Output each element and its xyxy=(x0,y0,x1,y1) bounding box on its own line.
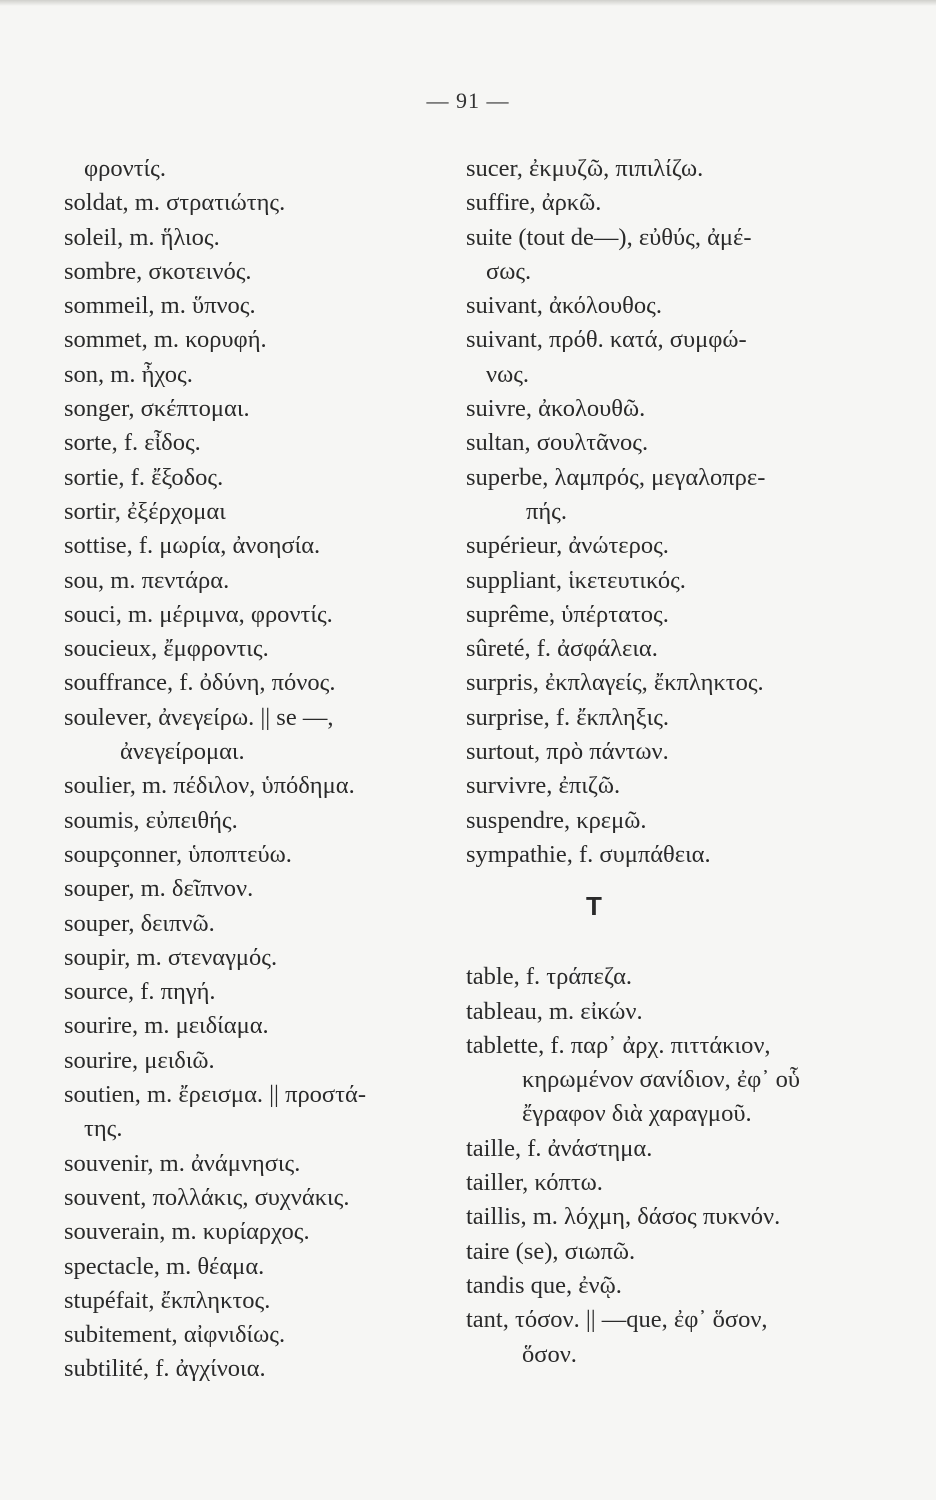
dictionary-entry-line: soupir, m. στεναγμός. xyxy=(64,943,278,971)
dictionary-entry-line: suivre, ἀκολουθῶ. xyxy=(466,395,646,423)
dictionary-entry-line: taire (se), σιωπῶ. xyxy=(466,1237,636,1265)
dictionary-entry-line: sou, m. πεντάρα. xyxy=(64,566,230,594)
dictionary-entry-line: souverain, m. κυρίαρχος. xyxy=(64,1218,310,1246)
dictionary-entry-line: sommeil, m. ὕπνος. xyxy=(64,292,256,320)
dictionary-entry-line: souper, m. δεῖπνον. xyxy=(64,875,254,903)
dictionary-entry-line: πής. xyxy=(526,497,568,525)
dictionary-entry-line: taille, f. ἀνάστημα. xyxy=(466,1134,653,1162)
dictionary-entry-line: souper, δειπνῶ. xyxy=(64,909,215,937)
dictionary-entry-line: suprême, ὑπέρτατος. xyxy=(466,600,669,628)
dictionary-entry-line: sombre, σκοτεινός. xyxy=(64,257,252,285)
dictionary-entry-line: suivant, ἀκόλουθος. xyxy=(466,292,662,320)
dictionary-entry-line: ἔγραφον διὰ χαραγμοῦ. xyxy=(522,1100,752,1128)
dictionary-entry-line: songer, σκέπτομαι. xyxy=(64,395,250,423)
left-column xyxy=(64,152,474,1387)
dictionary-entry-line: suivant, πρόθ. κατά, συμφώ- xyxy=(466,326,747,354)
dictionary-entry-line: subtilité, f. ἀγχίνοια. xyxy=(64,1355,266,1383)
dictionary-entry-line: supérieur, ἀνώτερος. xyxy=(466,532,669,560)
scan-edge xyxy=(0,0,936,6)
dictionary-entry-line: νως. xyxy=(486,360,530,388)
dictionary-entry-line: stupéfait, ἔκπληκτος. xyxy=(64,1286,271,1314)
dictionary-entry-line: soulever, ἀνεγείρω. || se —, xyxy=(64,703,334,731)
dictionary-entry-line: sultan, σουλτᾶνος. xyxy=(466,429,649,457)
dictionary-entry-line: suite (tout de—), εὐθύς, ἀμέ- xyxy=(466,223,752,251)
dictionary-entry-line: σως. xyxy=(486,257,532,285)
dictionary-entry-line: surprise, f. ἔκπληξις. xyxy=(466,703,670,731)
dictionary-entry-line: ἀνεγείρομαι. xyxy=(120,738,245,766)
dictionary-entry-line: suffire, ἀρκῶ. xyxy=(466,189,602,217)
dictionary-entry-line: sourire, μειδιῶ. xyxy=(64,1046,215,1074)
dictionary-entry-line: taillis, m. λόχμη, δάσος πυκνόν. xyxy=(466,1203,781,1231)
dictionary-entry-line: suspendre, κρεμῶ. xyxy=(466,806,647,834)
dictionary-entry-line: survivre, ἐπιζῶ. xyxy=(466,772,621,800)
dictionary-entry-line: soucieux, ἔμφροντις. xyxy=(64,635,269,663)
dictionary-entry-line: tablette, f. παρ᾽ ἀρχ. πιττάκιον, xyxy=(466,1031,771,1059)
spacer xyxy=(466,940,886,960)
dictionary-entry-line: ὅσον. xyxy=(522,1340,577,1368)
dictionary-entry-line: souvenir, m. ἀνάμνησις. xyxy=(64,1149,301,1177)
section-letter-heading: T xyxy=(586,891,602,922)
dictionary-entry-line: soulier, m. πέδιλον, ὑπόδημα. xyxy=(64,772,355,800)
dictionary-entry-line: sortir, ἐξέρχομαι xyxy=(64,497,226,525)
dictionary-entry-line: tandis que, ἐνῷ. xyxy=(466,1271,622,1299)
dictionary-entry-line: sûreté, f. ἀσφάλεια. xyxy=(466,635,658,663)
dictionary-entry-line: subitement, αἰφνιδίως. xyxy=(64,1321,286,1349)
dictionary-entry-line: son, m. ἦχος. xyxy=(64,360,193,388)
page-number: — 91 — xyxy=(426,88,510,113)
dictionary-entry-line: tailler, κόπτω. xyxy=(466,1169,603,1197)
dictionary-entry-line: surtout, πρὸ πάντων. xyxy=(466,738,669,766)
dictionary-entry-line: φροντίς. xyxy=(84,155,166,182)
dictionary-entry-line: sourire, m. μειδίαμα. xyxy=(64,1012,269,1040)
dictionary-entry-line: sottise, f. μωρία, ἀνοησία. xyxy=(64,532,321,560)
dictionary-entry-line: spectacle, m. θέαμα. xyxy=(64,1252,265,1280)
right-column xyxy=(466,152,886,1372)
dictionary-entry-line: souci, m. μέριμνα, φροντίς. xyxy=(64,600,333,628)
dictionary-entry-line: sympathie, f. συμπάθεια. xyxy=(466,840,711,868)
dictionary-entry-line: soldat, m. στρατιώτης. xyxy=(64,189,286,217)
dictionary-entry-line: sucer, ἐκμυζῶ, πιπιλίζω. xyxy=(466,155,704,182)
dictionary-entry-line: souvent, πολλάκις, συχνάκις. xyxy=(64,1183,350,1211)
dictionary-entry-line: soutien, m. ἔρεισμα. || προστά- xyxy=(64,1081,366,1109)
dictionary-entry-line: κηρωμένον σανίδιον, ἐφ᾽ οὗ xyxy=(522,1066,800,1094)
dictionary-entry-line: tant, τόσον. || —que, ἐφ᾽ ὅσον, xyxy=(466,1306,768,1334)
dictionary-entry-line: tableau, m. εἰκών. xyxy=(466,997,643,1025)
dictionary-entry-line: source, f. πηγή. xyxy=(64,978,216,1006)
dictionary-entry-line: soumis, εὐπειθής. xyxy=(64,806,238,834)
dictionary-entry-line: sortie, f. ἔξοδος. xyxy=(64,463,224,491)
dictionary-entry-line: superbe, λαμπρός, μεγαλοπρε- xyxy=(466,463,766,491)
dictionary-entry-line: soupçonner, ὑποπτεύω. xyxy=(64,840,292,868)
dictionary-entry-line: suppliant, ἱκετευτικός. xyxy=(466,566,686,594)
dictionary-entry-line: souffrance, f. ὀδύνη, πόνος. xyxy=(64,669,336,697)
dictionary-entry-line: της. xyxy=(84,1115,123,1143)
dictionary-entry-line: table, f. τράπεζα. xyxy=(466,963,633,991)
dictionary-entry-line: sommet, m. κορυφή. xyxy=(64,326,267,354)
dictionary-entry-line: sorte, f. εἶδος. xyxy=(64,429,201,457)
dictionary-entry-line: soleil, m. ἥλιος. xyxy=(64,223,220,251)
dictionary-entry-line: surpris, ἐκπλαγείς, ἔκπληκτος. xyxy=(466,669,764,697)
